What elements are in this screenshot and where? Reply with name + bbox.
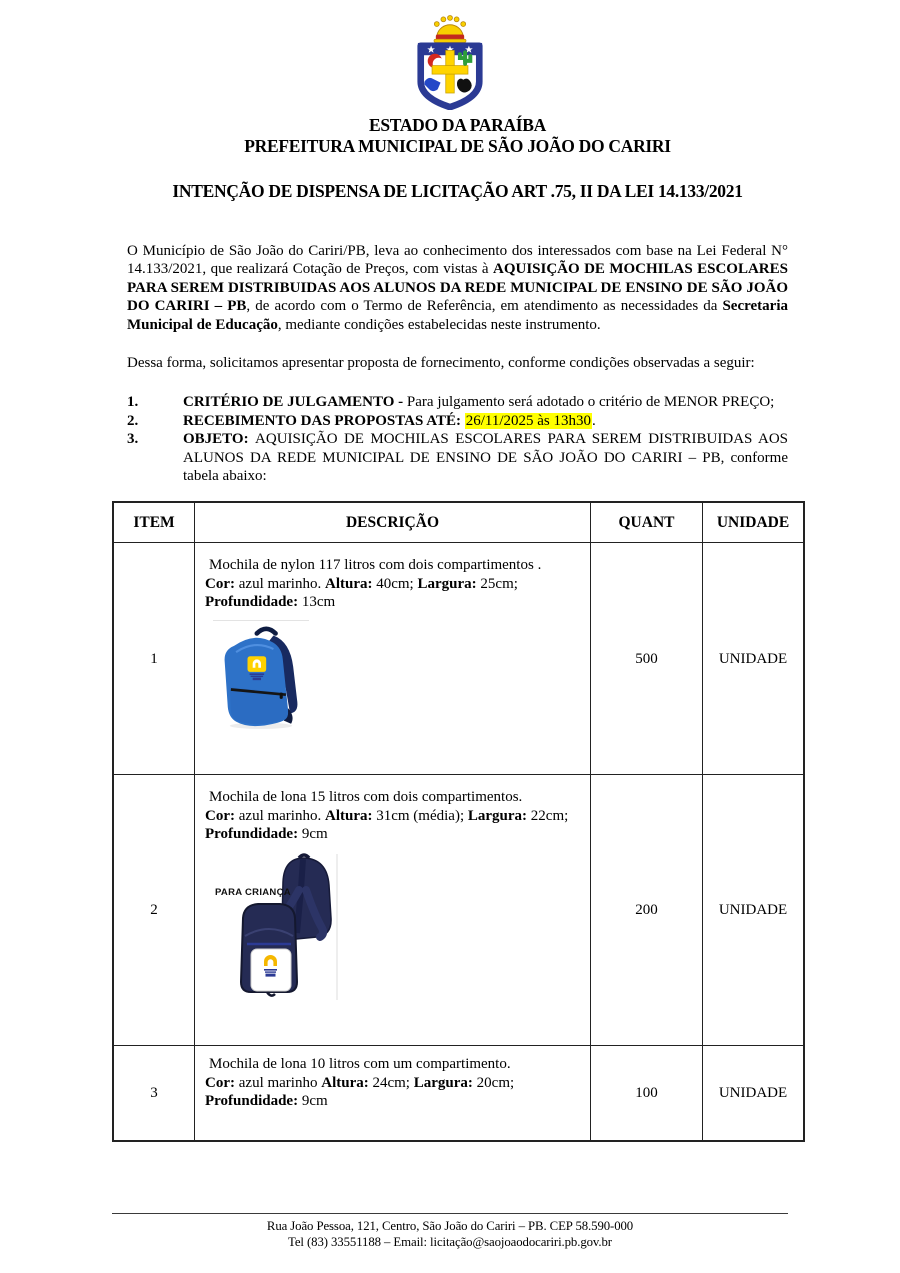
- quantity-cell: 100: [591, 1046, 703, 1142]
- header-unidade: UNIDADE: [703, 502, 805, 543]
- request-paragraph: Dessa forma, solicitamos apresentar proposta de fornecimento, conforme condições observadas a seguir:: [127, 355, 755, 372]
- intro-text: O Município de São João do Cariri/PB, leva ao conhecimento dos interessados com base na Lei Federal N° 14.133/2021, que realizará Cotação de Preços, com vistas à: [127, 243, 788, 278]
- description-cell: Mochila de nylon 117 litros com dois compartimentos . Cor: azul marinho. Altura: 40cm; Largura: 25cm; Profundidade: 13cm: [195, 543, 591, 775]
- page-footer: [112, 1213, 788, 1250]
- blue-backpack-photo: [213, 620, 309, 736]
- table-header-row: [113, 502, 804, 543]
- crown-shape: [434, 15, 466, 42]
- intro-object-bold: AQUISIÇÃO DE MOCHILAS ESCOLARES PARA SEREM DISTRIBUIDAS AOS ALUNOS DA REDE MUNICIPAL DE ENSINO DE SÃO JOÃO DO CARIRI – PB: [127, 261, 788, 315]
- numbered-list: [127, 393, 788, 485]
- quantity-cell: 500: [591, 543, 703, 775]
- proposal-deadline-highlight: 26/11/2025 às 13h30: [465, 412, 591, 429]
- unit-cell: UNIDADE: [703, 775, 805, 1046]
- items-table: [112, 501, 805, 1142]
- backpack-front-view: [241, 904, 297, 996]
- intro-paragraph: O Município de São João do Cariri/PB, leva ao conhecimento dos interessados com base na Lei Federal N° 14.133/2021, que realizará Cotação de Preços, com vistas à AQUISIÇÃO DE MOCHILAS ESCOLARES PARA SEREM DISTRIBUIDAS AOS ALUNOS DA REDE MUNICIPAL DE ENSINO DE SÃO JOÃO DO CARIRI – PB, de acordo com o Termo de Referência, em atendimento as necessidades da Secretaria Municipal de Educação, mediante condições estabelecidas neste instrumento.: [127, 243, 788, 333]
- municipal-crest-icon: [392, 8, 508, 110]
- header-quant: QUANT: [591, 502, 703, 543]
- org-line-2: PREFEITURA MUNICIPAL DE SÃO JOÃO DO CARIRI: [244, 136, 671, 156]
- header-descricao: DESCRIÇÃO: [195, 502, 591, 543]
- document-title: INTENÇÃO DE DISPENSA DE LICITAÇÃO ART .75, II DA LEI 14.133/2021: [172, 181, 743, 201]
- list-item-objeto: 3. OBJETO: AQUISIÇÃO DE MOCHILAS ESCOLARES PARA SEREM DISTRIBUIDAS AOS ALUNOS DA REDE MUNICIPAL DE ENSINO DE SÃO JOÃO DO CARIRI – PB, conforme tabela abaixo:: [127, 431, 788, 485]
- list-item-criterio: 1. CRITÉRIO DE JULGAMENTO - Para julgamento será adotado o critério de MENOR PREÇO;: [127, 394, 775, 411]
- header-logo-area: [0, 0, 900, 112]
- description-cell: Mochila de lona 15 litros com dois compartimentos. Cor: azul marinho. Altura: 31cm (média); Largura: 22cm; Profundidade: 9cm PARA CRIANÇA: [195, 775, 591, 1046]
- unit-cell: UNIDADE: [703, 543, 805, 775]
- footer-address: Rua João Pessoa, 121, Centro, São João do Cariri – PB. CEP 58.590-000: [266, 1219, 634, 1233]
- description-cell: Mochila de lona 10 litros com um compartimento. Cor: azul marinho Altura: 24cm; Largura: 20cm; Profundidade: 9cm: [195, 1046, 591, 1142]
- quantity-cell: 200: [591, 775, 703, 1046]
- table-row-2: [113, 775, 804, 1046]
- list-number: 3.: [127, 431, 139, 448]
- item-number-cell: 3: [113, 1046, 195, 1142]
- list-number: 1.: [127, 394, 139, 411]
- table-row-3: [113, 1046, 804, 1142]
- item-number-cell: 1: [113, 543, 195, 775]
- list-item-recebimento: 2. RECEBIMENTO DAS PROPOSTAS ATÉ: 26/11/2025 às 13h30.: [127, 412, 596, 429]
- intro-secretaria-bold: Secretaria Municipal de Educação: [127, 298, 788, 333]
- footer-contact: Tel (83) 33551188 – Email: licitação@saojoaodocariri.pb.gov.br: [288, 1235, 612, 1249]
- para-crianca-label: PARA CRIANÇA: [215, 886, 291, 898]
- unit-cell: UNIDADE: [703, 1046, 805, 1142]
- table-row-1: [113, 543, 804, 775]
- item-number-cell: 2: [113, 775, 195, 1046]
- navy-backpack-photo: [207, 852, 582, 1007]
- org-line-1: ESTADO DA PARAÍBA: [368, 115, 547, 135]
- list-number: 2.: [127, 412, 139, 429]
- header-item: ITEM: [113, 502, 195, 543]
